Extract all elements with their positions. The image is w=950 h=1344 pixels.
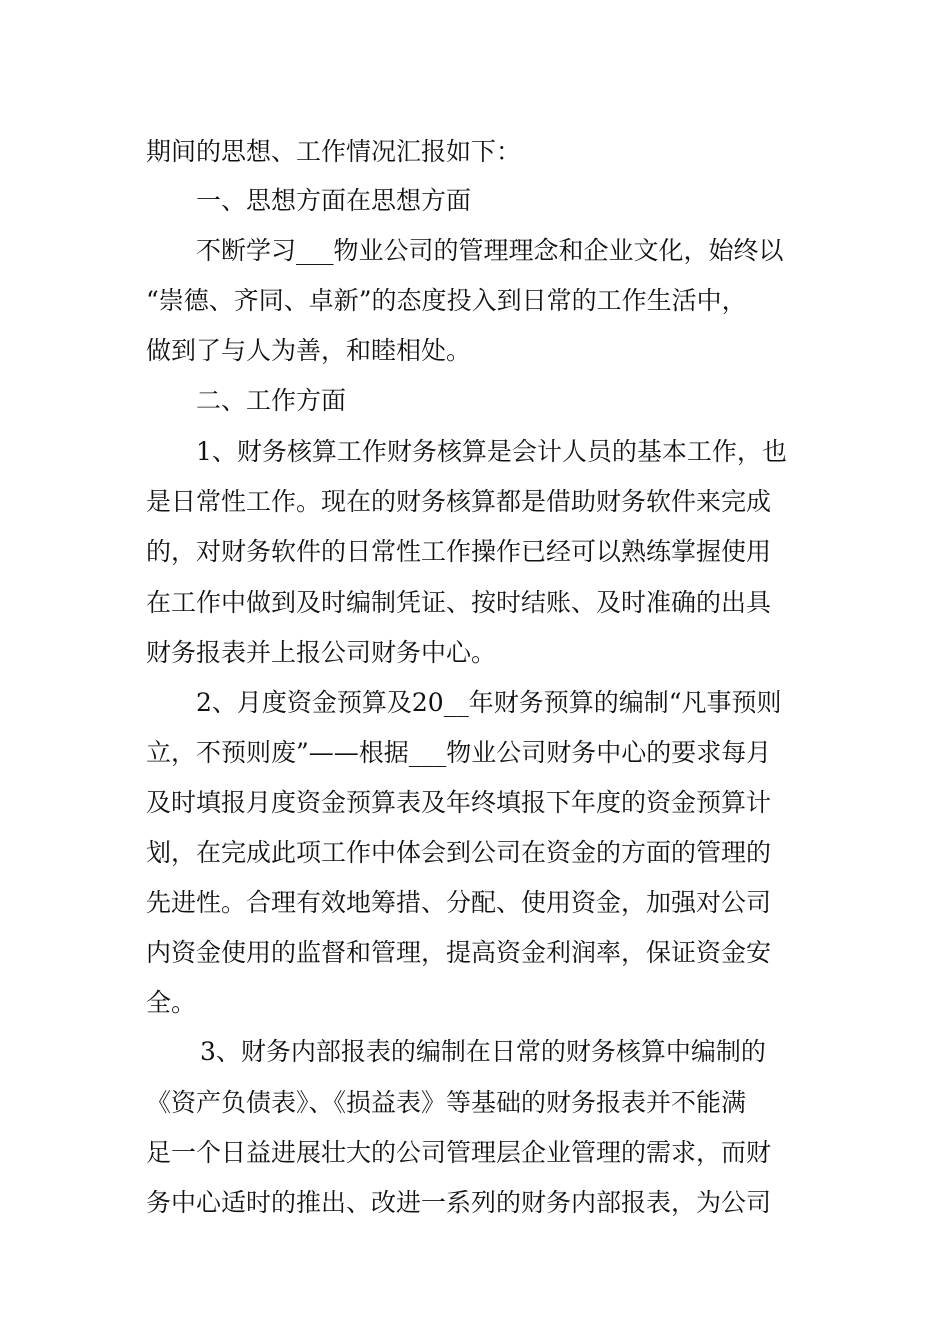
- text-line: 不断学习___物业公司的管理理念和企业文化，始终以: [196, 236, 784, 265]
- text-line: 及时填报月度资金预算表及年终填报下年度的资金预算计: [146, 788, 772, 817]
- text-line: 在工作中做到及时编制凭证、按时结账、及时准确的出具: [146, 588, 772, 617]
- text-line: 先进性。合理有效地筹措、分配、使用资金，加强对公司: [146, 888, 772, 917]
- text-line: 1、财务核算工作财务核算是会计人员的基本工作，也: [196, 437, 787, 466]
- text-line: “崇德、齐同、卓新”的态度投入到日常的工作生活中，: [146, 286, 747, 315]
- text-line: 3、财务内部报表的编制在日常的财务核算中编制的: [200, 1037, 766, 1066]
- text-line: 财务报表并上报公司财务中心。: [146, 638, 497, 667]
- section-heading: 一、思想方面在思想方面: [196, 186, 472, 215]
- text-line: 划，在完成此项工作中体会到公司在资金的方面的管理的: [146, 838, 772, 867]
- text-line: 全。: [146, 988, 197, 1017]
- text-line: 足一个日益进展壮大的公司管理层企业管理的需求，而财: [146, 1138, 772, 1167]
- text-line: 《资产负债表》、《损益表》等基础的财务报表并不能满: [146, 1088, 747, 1117]
- text-line: 内资金使用的监督和管理，提高资金利润率，保证资金安: [146, 938, 772, 967]
- text-line: 2、月度资金预算及20__年财务预算的编制“凡事预则: [196, 688, 782, 717]
- text-line: 期间的思想、工作情况汇报如下：: [146, 137, 522, 166]
- text-line: 务中心适时的推出、改进一系列的财务内部报表，为公司: [146, 1188, 772, 1217]
- text-line: 是日常性工作。现在的财务核算都是借助财务软件来完成: [146, 487, 772, 516]
- text-line: 立，不预则废”——根据___物业公司财务中心的要求每月: [146, 738, 772, 767]
- text-line: 的，对财务软件的日常性工作操作已经可以熟练掌握使用: [146, 537, 772, 566]
- section-heading: 二、工作方面: [196, 386, 347, 415]
- text-line: 做到了与人为善，和睦相处。: [146, 336, 472, 365]
